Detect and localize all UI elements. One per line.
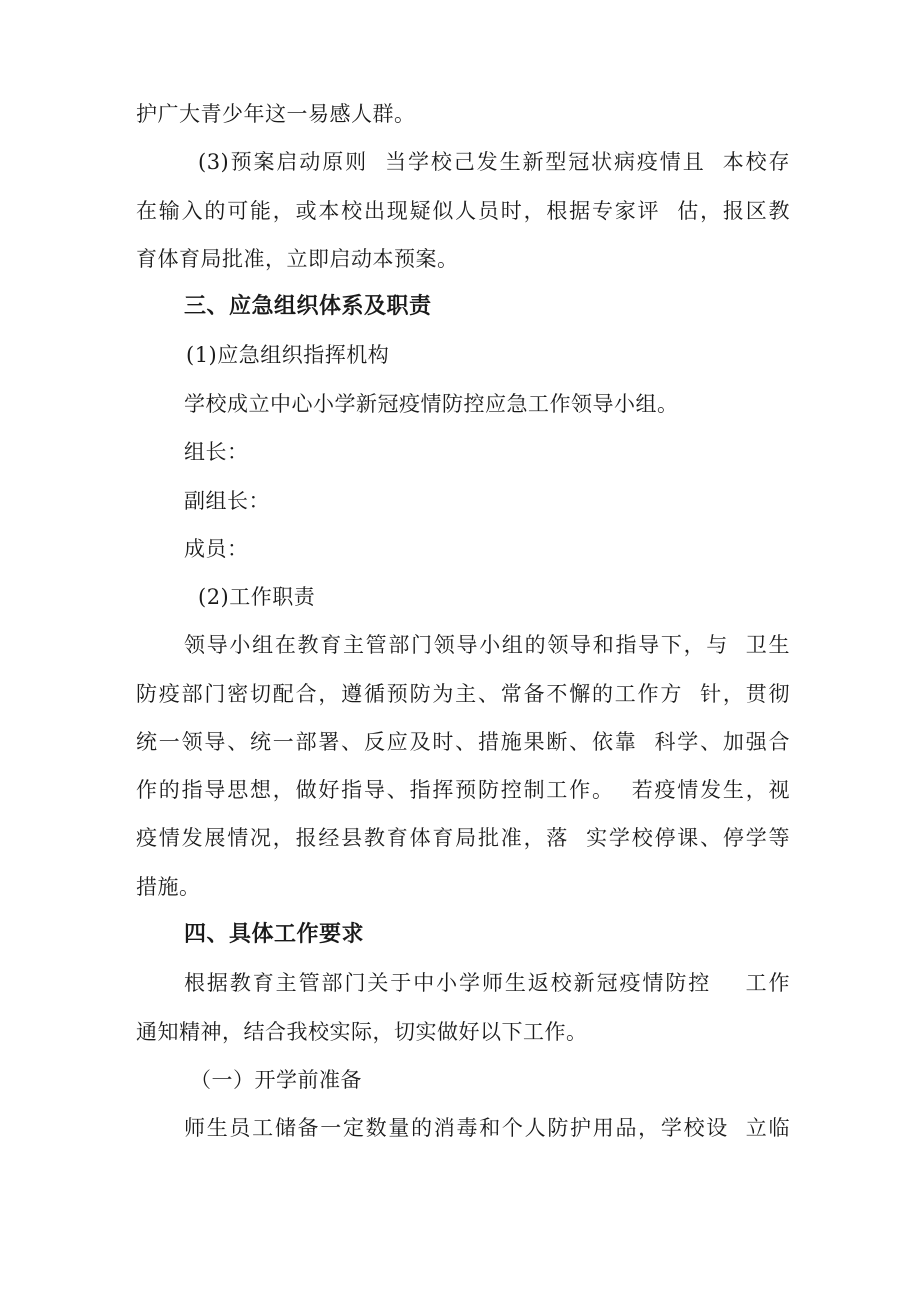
body-line: (3)预案启动原则 当学校己发生新型冠状病疫情且 本校存 <box>198 150 790 174</box>
body-line: 统一领导、统一部署、反应及时、措施果断、依靠 科学、加强合 <box>136 730 790 754</box>
body-line: 通知精神，结合我校实际，切实做好以下工作。 <box>136 1020 588 1044</box>
body-line: 在输入的可能，或本校出现疑似人员时，根据专家评 估，报区教 <box>136 199 790 223</box>
body-line: 护广大青少年这一易感人群。 <box>136 102 416 126</box>
subsection-heading: (1)应急组织指挥机构 <box>186 343 390 367</box>
body-line: 育体育局批准，立即启动本预案。 <box>136 247 459 271</box>
subsection-heading: (2)工作职责 <box>198 585 316 609</box>
subsection-heading: （一）开学前准备 <box>190 1068 362 1092</box>
body-line: 领导小组在教育主管部门领导小组的领导和指导下，与 卫生 <box>184 633 790 657</box>
body-line: 组长： <box>184 440 249 464</box>
body-line: 师生员工储备一定数量的消毒和个人防护用品，学校设 立临 <box>184 1116 790 1140</box>
body-line: 根据教育主管部门关于中小学师生返校新冠疫情防控 工作 <box>184 971 790 995</box>
section-heading: 四、具体工作要求 <box>184 922 365 947</box>
body-line: 措施。 <box>136 875 201 899</box>
section-heading: 三、应急组织体系及职责 <box>184 294 432 319</box>
body-line: 副组长： <box>184 489 270 513</box>
body-line: 成员： <box>184 537 249 561</box>
body-line: 学校成立中心小学新冠疫情防控应急工作领导小组。 <box>184 392 679 416</box>
body-line: 作的指导思想，做好指导、指挥预防控制工作。 若疫情发生，视 <box>136 778 790 802</box>
body-line: 防疫部门密切配合，遵循预防为主、常备不懈的工作方 针，贯彻 <box>136 682 790 706</box>
body-line: 疫情发展情况，报经县教育体育局批准，落 实学校停课、停学等 <box>136 826 790 850</box>
